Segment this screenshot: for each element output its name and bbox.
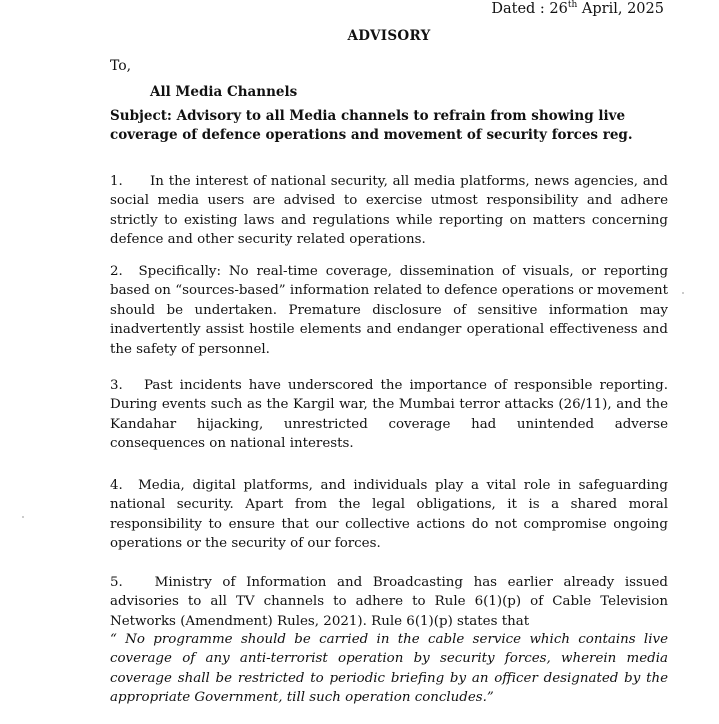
paragraph-number: 5. — [110, 575, 123, 590]
paragraph-number: 1. — [110, 174, 123, 189]
scan-speck — [22, 516, 24, 518]
paragraph-2 — [110, 262, 668, 359]
paragraph-text: In the interest of national security, all media platforms, news agencies, and social media users are advised to exercise utmost responsibility and adhere strictly to existing laws and regulations while reporting on matters concerning defence and other security related operations. — [110, 174, 668, 248]
paragraph-number: 3. — [110, 378, 123, 393]
document-title: ADVISORY — [347, 28, 431, 44]
paragraph-3 — [110, 376, 668, 454]
paragraph-text: Ministry of Information and Broadcasting has earlier already issued advisories to all TV channels to adhere to Rule 6(1)(p) of Cable Television Networks (Amendment) Rules, 2021). Rule 6(1)(p) states that — [110, 575, 668, 629]
date-line — [491, 0, 664, 18]
paragraph-4 — [110, 476, 668, 554]
addressee: All Media Channels — [150, 84, 298, 100]
to-line: To, — [110, 58, 132, 74]
paragraph-5 — [110, 573, 668, 631]
scan-speck — [682, 292, 684, 294]
date-ordinal-suffix: th — [567, 0, 578, 11]
paragraph-text: Past incidents have underscored the importance of responsible reporting. During events such as the Kargil war, the Mumbai terror attacks (26/11), and the Kandahar hijacking, unrestricted coverage had unintended adverse consequences on national interests. — [110, 378, 668, 452]
paragraph-1 — [110, 172, 668, 250]
paragraph-text: Media, digital platforms, and individuals play a vital role in safeguarding national security. Apart from the legal obligations, it is a shared moral responsibility to ensure that our collective actions do not compromise ongoing operations or the security of our forces. — [110, 478, 669, 552]
date-rest: April, 2025 — [577, 1, 664, 17]
subject-line: Subject: Advisory to all Media channels to refrain from showing live coverage of defence operations and movement of security forces reg. — [110, 108, 633, 143]
rule-quotation: “ No programme should be carried in the cable service which contains live coverage of any anti-terrorist operation by security forces, wherein media coverage shall be restricted to periodic briefing by an officer designated by the appropriate Government, till such operation concludes.” — [110, 632, 668, 706]
paragraph-number: 2. — [110, 264, 123, 279]
paragraph-number: 4. — [110, 478, 123, 493]
paragraph-text: Specifically: No real-time coverage, dissemination of visuals, or reporting based on “sources-based” information related to defence operations or movement should be undertaken. Premature disclosure of sensitive information may inadvertently assist hostile elements and endanger operational effectiveness and the safety of personnel. — [110, 264, 669, 357]
date-prefix: Dated : 26 — [491, 1, 568, 17]
